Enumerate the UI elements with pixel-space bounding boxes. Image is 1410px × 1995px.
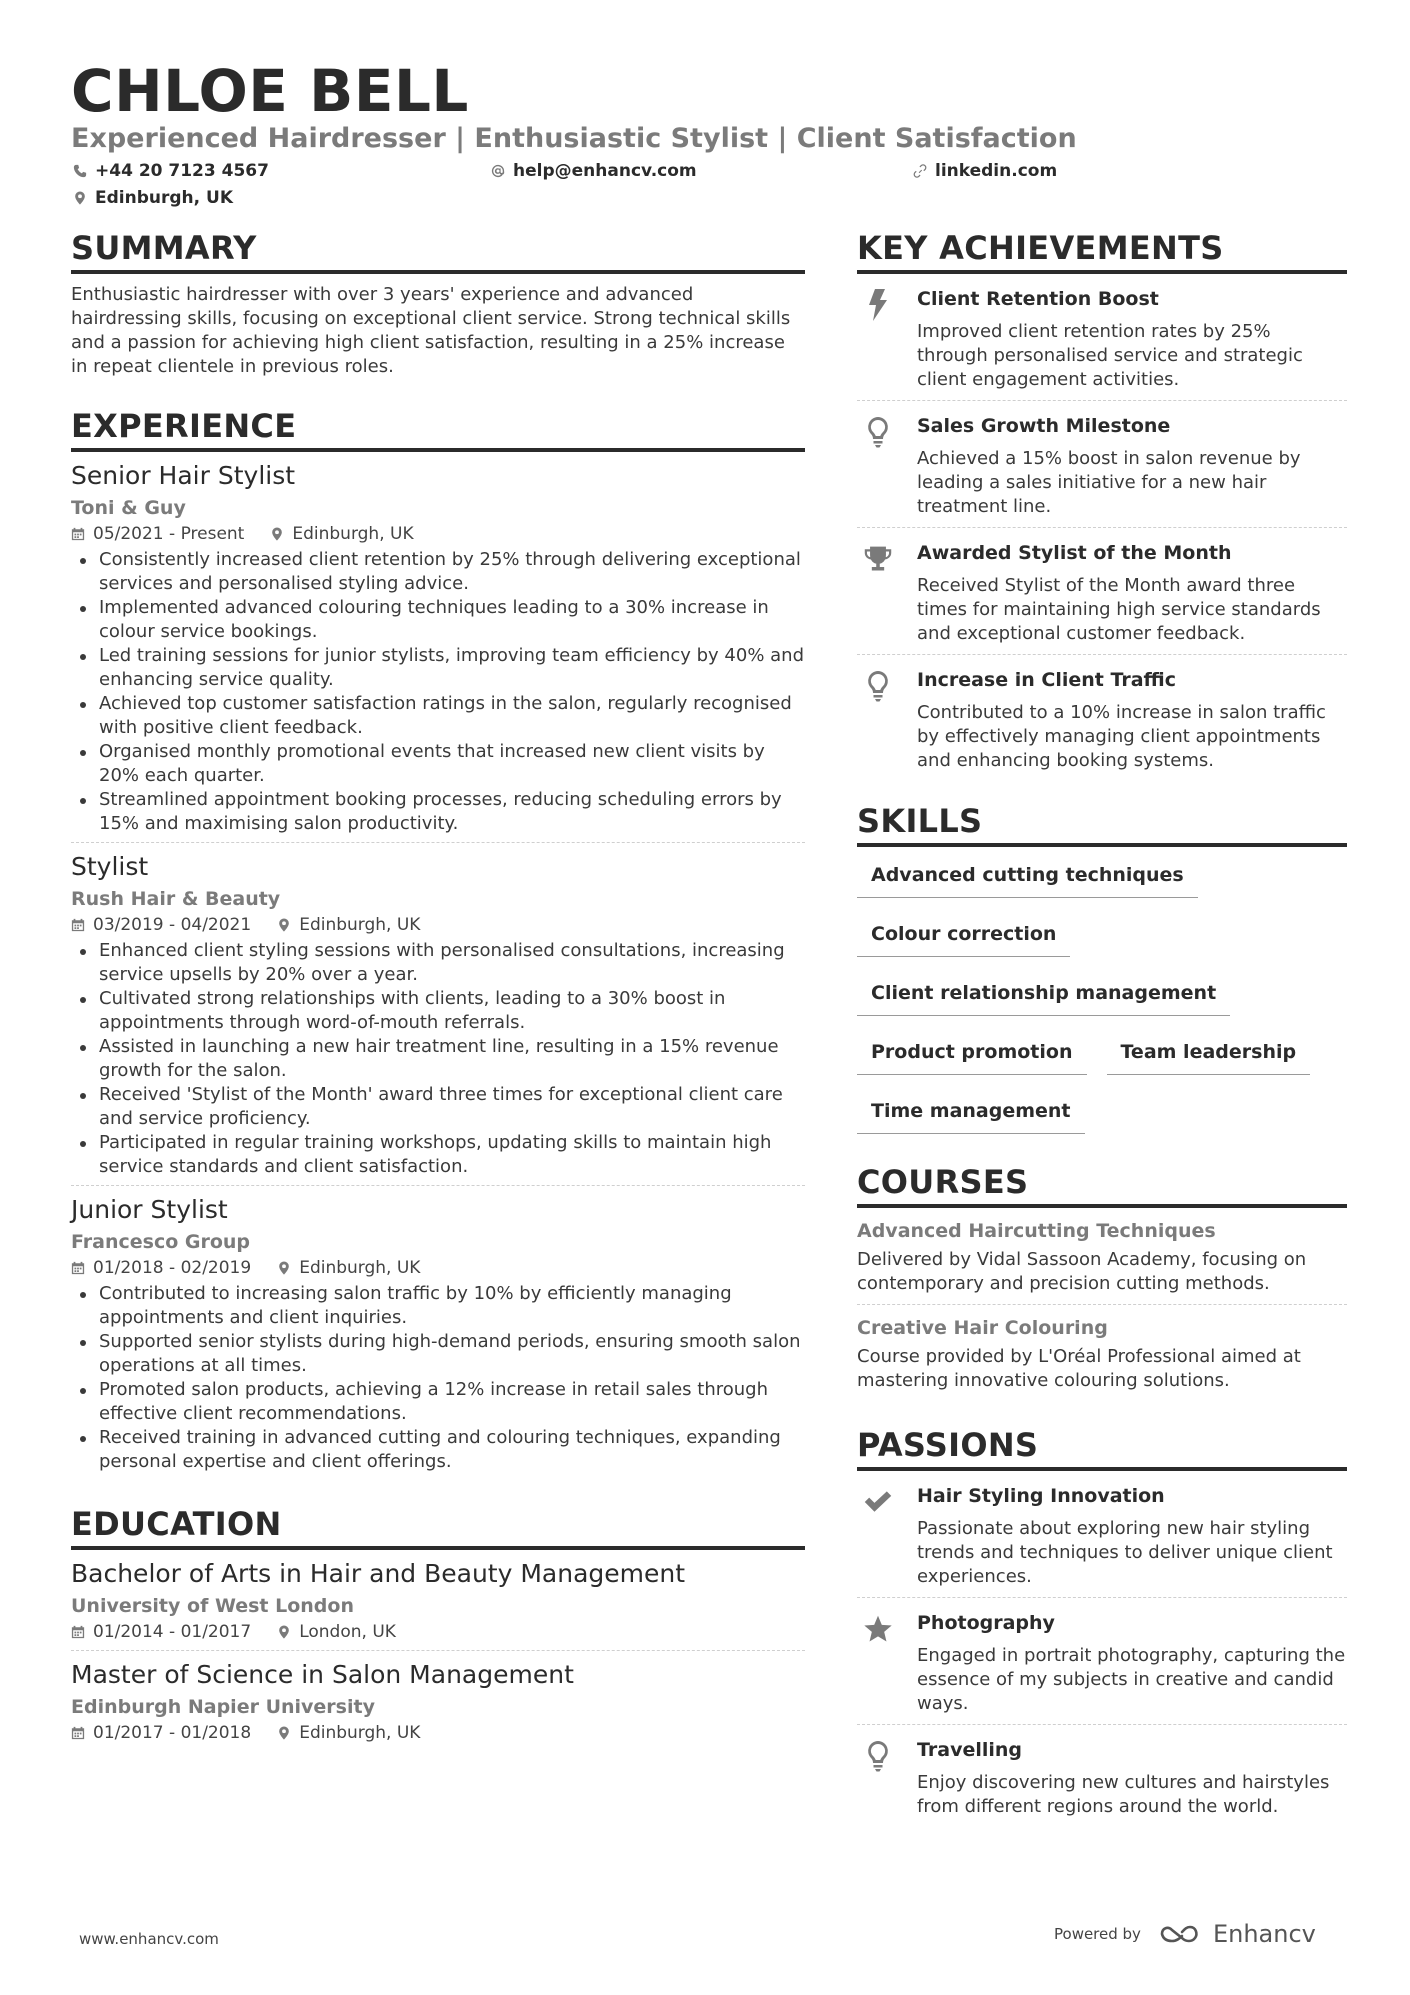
location-text: Edinburgh, UK xyxy=(95,188,233,208)
course-item xyxy=(857,1208,1347,1305)
education-dates: 01/2014 - 01/2017 xyxy=(93,1622,252,1642)
summary-text: Enthusiastic hairdresser with over 3 years' experience and advanced hairdressing skills, focusing on exceptional client service. Strong technical skills and a passion for achieving high client satisfaction, resulting in a 25% increase in repeat clientele in previous roles. xyxy=(71,284,791,377)
education-entry xyxy=(71,1550,805,1651)
passions-title: PASSIONS xyxy=(857,1425,1347,1471)
achievements-title: KEY ACHIEVEMENTS xyxy=(857,228,1347,274)
brand-logo[interactable] xyxy=(1159,1920,1316,1948)
company-name: Toni & Guy xyxy=(71,497,186,519)
skills-section xyxy=(857,801,1347,1154)
bullet-item: Received training in advanced cutting and colouring techniques, expanding personal expertise and client offerings. xyxy=(71,1426,805,1474)
education-meta xyxy=(71,1721,805,1745)
job-bullets xyxy=(71,1282,805,1474)
job-location: Edinburgh, UK xyxy=(299,1258,421,1278)
education-meta xyxy=(71,1620,805,1644)
bullet-item: Contributed to increasing salon traffic by 10% by efficiently managing appointments and client inquiries. xyxy=(71,1282,805,1330)
degree-title: Bachelor of Arts in Hair and Beauty Management xyxy=(71,1559,686,1588)
passion-title: Photography xyxy=(917,1612,1055,1634)
skill-tag: Product promotion xyxy=(857,1036,1087,1075)
bullet-item: Consistently increased client retention by 25% through delivering exceptional services and personalised styling advice. xyxy=(71,548,805,596)
headline: Experienced Hairdresser | Enthusiastic Stylist | Client Satisfaction xyxy=(71,123,1077,154)
bullet-item: Assisted in launching a new hair treatment line, resulting in a 15% revenue growth for the salon. xyxy=(71,1035,805,1083)
achievement-desc: Contributed to a 10% increase in salon traffic by effectively managing client appointments and enhancing booking systems. xyxy=(917,702,1326,771)
job-entry xyxy=(71,1186,805,1480)
bullet-item: Enhanced client styling sessions with personalised consultations, increasing service upsells by 20% over a year. xyxy=(71,939,805,987)
bullet-item: Organised monthly promotional events that increased new client visits by 20% each quarter. xyxy=(71,740,805,788)
bullet-item: Supported senior stylists during high-demand periods, ensuring smooth salon operations at all times. xyxy=(71,1330,805,1378)
job-dates: 01/2018 - 02/2019 xyxy=(93,1258,252,1278)
lightbulb-icon xyxy=(863,1739,893,1773)
skill-tag: Team leadership xyxy=(1107,1036,1311,1075)
achievement-desc: Received Stylist of the Month award three times for maintaining high service standards and exceptional customer feedback. xyxy=(917,575,1321,644)
passions-section xyxy=(857,1425,1347,1827)
skill-tag: Time management xyxy=(857,1095,1085,1134)
passion-desc: Passionate about exploring new hair styling trends and techniques to deliver unique client experiences. xyxy=(917,1518,1333,1587)
achievement-title: Increase in Client Traffic xyxy=(917,669,1176,691)
passion-title: Hair Styling Innovation xyxy=(917,1485,1165,1507)
phone-text[interactable]: +44 20 7123 4567 xyxy=(95,161,269,181)
achievements-section xyxy=(857,228,1347,781)
calendar-icon xyxy=(71,1625,85,1639)
passion-item xyxy=(857,1725,1347,1827)
education-location: Edinburgh, UK xyxy=(299,1723,421,1743)
education-title: EDUCATION xyxy=(71,1504,805,1550)
job-dates: 03/2019 - 04/2021 xyxy=(93,915,252,935)
location-pin-icon xyxy=(73,191,87,205)
bullet-item: Implemented advanced colouring techniques leading to a 30% increase in colour service bookings. xyxy=(71,596,805,644)
left-column xyxy=(71,228,805,1751)
bullet-item: Led training sessions for junior stylists, improving team efficiency by 40% and enhancing service quality. xyxy=(71,644,805,692)
location-pin-icon xyxy=(277,918,291,932)
checkmark-icon xyxy=(863,1485,893,1519)
course-desc: Course provided by L'Oréal Professional aimed at mastering innovative colouring solutions. xyxy=(857,1346,1301,1391)
job-location: Edinburgh, UK xyxy=(292,524,414,544)
summary-section xyxy=(71,228,805,379)
achievement-desc: Achieved a 15% boost in salon revenue by leading a sales initiative for a new hair treatment line. xyxy=(917,448,1301,517)
experience-title: EXPERIENCE xyxy=(71,406,805,452)
education-dates: 01/2017 - 01/2018 xyxy=(93,1723,252,1743)
skill-tag: Colour correction xyxy=(857,918,1070,957)
achievement-item xyxy=(857,655,1347,781)
achievement-title: Sales Growth Milestone xyxy=(917,415,1171,437)
passion-title: Travelling xyxy=(917,1739,1023,1761)
contact-phone xyxy=(73,160,269,182)
school-name: Edinburgh Napier University xyxy=(71,1696,375,1718)
calendar-icon xyxy=(71,1261,85,1275)
achievement-item xyxy=(857,401,1347,528)
skills-title: SKILLS xyxy=(857,801,1347,847)
job-entry xyxy=(71,843,805,1186)
footer-branding xyxy=(1054,1920,1316,1948)
job-meta xyxy=(71,522,805,546)
bullet-item: Participated in regular training workshops, updating skills to maintain high service standards and client satisfaction. xyxy=(71,1131,805,1179)
contact-email xyxy=(491,160,697,182)
achievement-desc: Improved client retention rates by 25% through personalised service and strategic client engagement activities. xyxy=(917,321,1303,390)
courses-title: COURSES xyxy=(857,1162,1347,1208)
job-bullets xyxy=(71,939,805,1179)
company-name: Rush Hair & Beauty xyxy=(71,888,281,910)
skill-tag: Client relationship management xyxy=(857,977,1230,1016)
location-pin-icon xyxy=(270,527,284,541)
achievement-item xyxy=(857,274,1347,401)
location-pin-icon xyxy=(277,1625,291,1639)
course-title: Advanced Haircutting Techniques xyxy=(857,1220,1216,1242)
lightbulb-icon xyxy=(863,669,893,703)
bullet-item: Received 'Stylist of the Month' award three times for exceptional client care and service proficiency. xyxy=(71,1083,805,1131)
course-title: Creative Hair Colouring xyxy=(857,1317,1108,1339)
bullet-item: Achieved top customer satisfaction ratings in the salon, regularly recognised with positive client feedback. xyxy=(71,692,805,740)
link-icon xyxy=(913,164,927,178)
summary-title: SUMMARY xyxy=(71,228,805,274)
skill-tag: Advanced cutting techniques xyxy=(857,859,1198,898)
passion-desc: Engaged in portrait photography, capturing the essence of my subjects in creative and candid ways. xyxy=(917,1645,1346,1714)
passion-item xyxy=(857,1471,1347,1598)
contact-linkedin xyxy=(913,160,1057,182)
enhancv-logo-icon xyxy=(1159,1922,1205,1946)
passion-item xyxy=(857,1598,1347,1725)
job-dates: 05/2021 - Present xyxy=(93,524,245,544)
lightning-icon xyxy=(863,288,893,322)
bullet-item: Streamlined appointment booking processes, reducing scheduling errors by 15% and maximising salon productivity. xyxy=(71,788,805,836)
location-pin-icon xyxy=(277,1261,291,1275)
job-location: Edinburgh, UK xyxy=(299,915,421,935)
calendar-icon xyxy=(71,918,85,932)
powered-by-text: Powered by xyxy=(1054,1925,1141,1943)
location-pin-icon xyxy=(277,1726,291,1740)
job-bullets xyxy=(71,548,805,836)
achievement-title: Client Retention Boost xyxy=(917,288,1159,310)
course-item xyxy=(857,1305,1347,1401)
bullet-item: Cultivated strong relationships with clients, leading to a 30% boost in appointments through word-of-mouth referrals. xyxy=(71,987,805,1035)
footer-website[interactable]: www.enhancv.com xyxy=(79,1930,219,1948)
candidate-name: CHLOE BELL xyxy=(71,57,469,125)
bullet-item: Promoted salon products, achieving a 12% increase in retail sales through effective client recommendations. xyxy=(71,1378,805,1426)
courses-section xyxy=(857,1162,1347,1401)
degree-title: Master of Science in Salon Management xyxy=(71,1660,574,1689)
experience-section xyxy=(71,406,805,1480)
job-title: Stylist xyxy=(71,852,149,881)
education-entry xyxy=(71,1651,805,1751)
job-title: Senior Hair Stylist xyxy=(71,461,296,490)
education-section xyxy=(71,1504,805,1751)
job-meta xyxy=(71,1256,805,1280)
star-icon xyxy=(863,1612,893,1646)
job-entry xyxy=(71,452,805,843)
linkedin-text[interactable]: linkedin.com xyxy=(935,161,1058,181)
skills-list xyxy=(857,847,1347,1154)
phone-icon xyxy=(73,164,87,178)
company-name: Francesco Group xyxy=(71,1231,251,1253)
school-name: University of West London xyxy=(71,1595,354,1617)
education-location: London, UK xyxy=(299,1622,396,1642)
lightbulb-icon xyxy=(863,415,893,449)
job-title: Junior Stylist xyxy=(71,1195,228,1224)
at-icon xyxy=(491,164,505,178)
trophy-icon xyxy=(863,542,893,576)
right-column xyxy=(857,228,1347,1827)
achievement-item xyxy=(857,528,1347,655)
passion-desc: Enjoy discovering new cultures and hairstyles from different regions around the world. xyxy=(917,1772,1330,1817)
calendar-icon xyxy=(71,1726,85,1740)
job-meta xyxy=(71,913,805,937)
course-desc: Delivered by Vidal Sassoon Academy, focusing on contemporary and precision cutting methods. xyxy=(857,1249,1307,1294)
brand-name: Enhancv xyxy=(1212,1920,1316,1948)
email-text[interactable]: help@enhancv.com xyxy=(513,161,697,181)
contact-location xyxy=(73,187,233,209)
calendar-icon xyxy=(71,527,85,541)
achievement-title: Awarded Stylist of the Month xyxy=(917,542,1232,564)
